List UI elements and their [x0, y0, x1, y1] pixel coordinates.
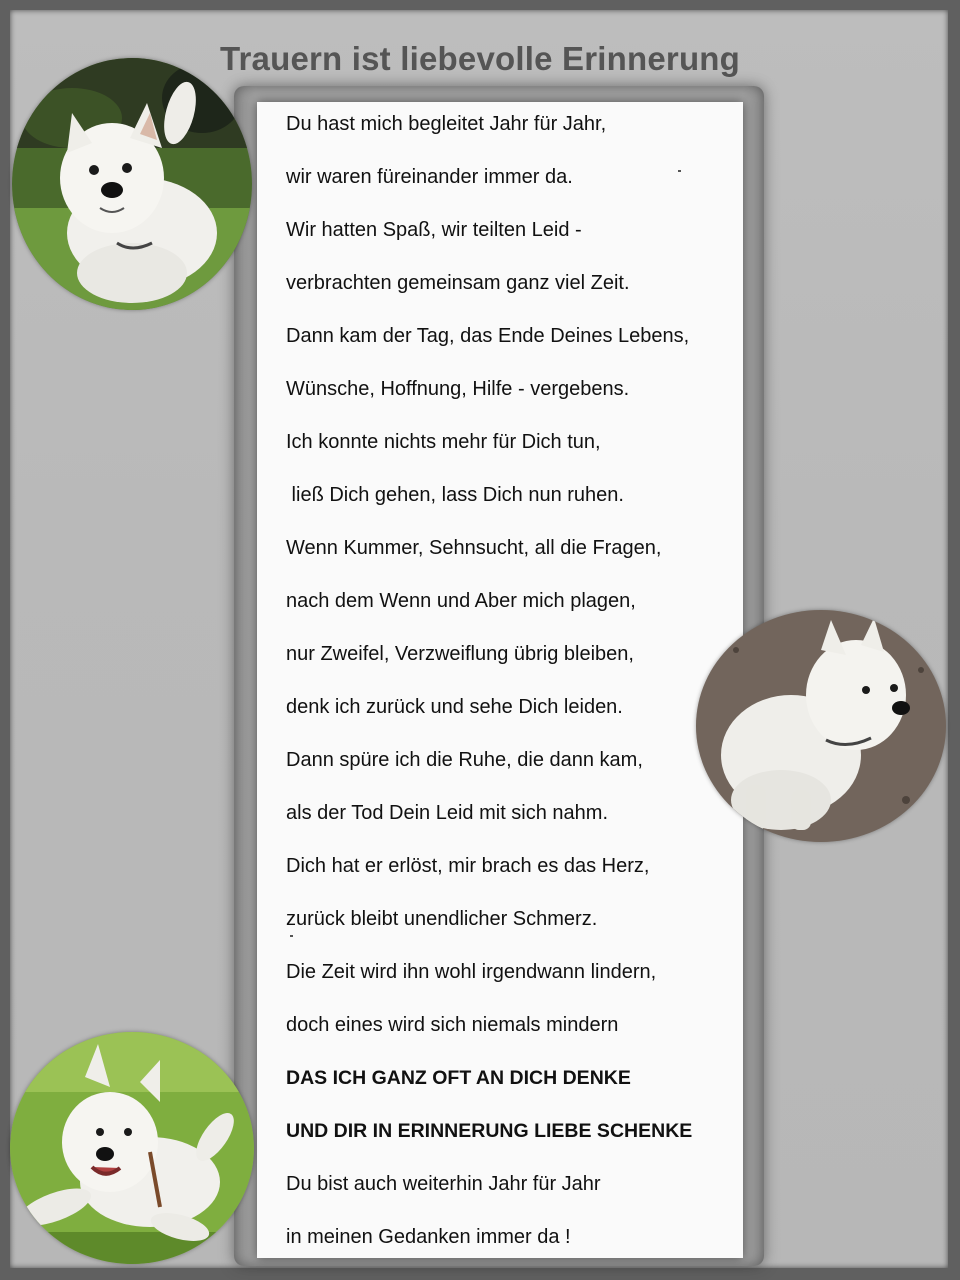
poem-line: Du bist auch weiterhin Jahr für Jahr [286, 1173, 601, 1195]
poem-line: Dann spüre ich die Ruhe, die dann kam, [286, 749, 643, 771]
poem-line: doch eines wird sich niemals mindern [286, 1014, 619, 1036]
poem-line: nur Zweifel, Verzweiflung übrig bleiben, [286, 643, 634, 665]
dog-running-illustration [10, 1032, 254, 1264]
poem-line-emphasized: DAS ICH GANZ OFT AN DICH DENKE [286, 1067, 631, 1089]
poem-line: Ich konnte nichts mehr für Dich tun, [286, 431, 601, 453]
poem-line: Dann kam der Tag, das Ende Deines Lebens, [286, 325, 690, 347]
dog-sitting-illustration [12, 58, 252, 310]
poem-line: Du hast mich begleitet Jahr für Jahr, [286, 113, 607, 135]
dog-photo-top-left [12, 58, 252, 310]
poem-line: Wir hatten Spaß, wir teilten Leid - [286, 219, 582, 241]
poem-line: denk ich zurück und sehe Dich leiden. [286, 696, 623, 718]
poem-line: Die Zeit wird ihn wohl irgendwann lindern, [286, 961, 657, 983]
poem-line: Dich hat er erlöst, mir brach es das Herz, [286, 855, 650, 877]
poem-line: nach dem Wenn und Aber mich plagen, [286, 590, 636, 612]
poem-line: verbrachten gemeinsam ganz viel Zeit. [286, 272, 630, 294]
page-title: Trauern ist liebevolle Erinnerung [219, 40, 741, 77]
poem-line: Wenn Kummer, Sehnsucht, all die Fragen, [286, 537, 662, 559]
poem-line: wir waren füreinander immer da. [286, 166, 573, 188]
dog-photo-bottom-left [10, 1032, 254, 1264]
poem [286, 107, 746, 1273]
poem-line: zurück bleibt unendlicher Schmerz. [286, 908, 598, 930]
paper-speck [678, 170, 681, 172]
paper-speck [290, 935, 293, 937]
poem-line: in meinen Gedanken immer da ! [286, 1226, 571, 1248]
poem-line: ließ Dich gehen, lass Dich nun ruhen. [286, 484, 624, 506]
poem-line-emphasized: UND DIR IN ERINNERUNG LIEBE SCHENKE [286, 1120, 693, 1142]
poem-line: Wünsche, Hoffnung, Hilfe - vergebens. [286, 378, 630, 400]
poem-line: als der Tod Dein Leid mit sich nahm. [286, 802, 609, 824]
dog-photo-right [696, 610, 946, 842]
dog-standing-illustration [696, 610, 946, 842]
